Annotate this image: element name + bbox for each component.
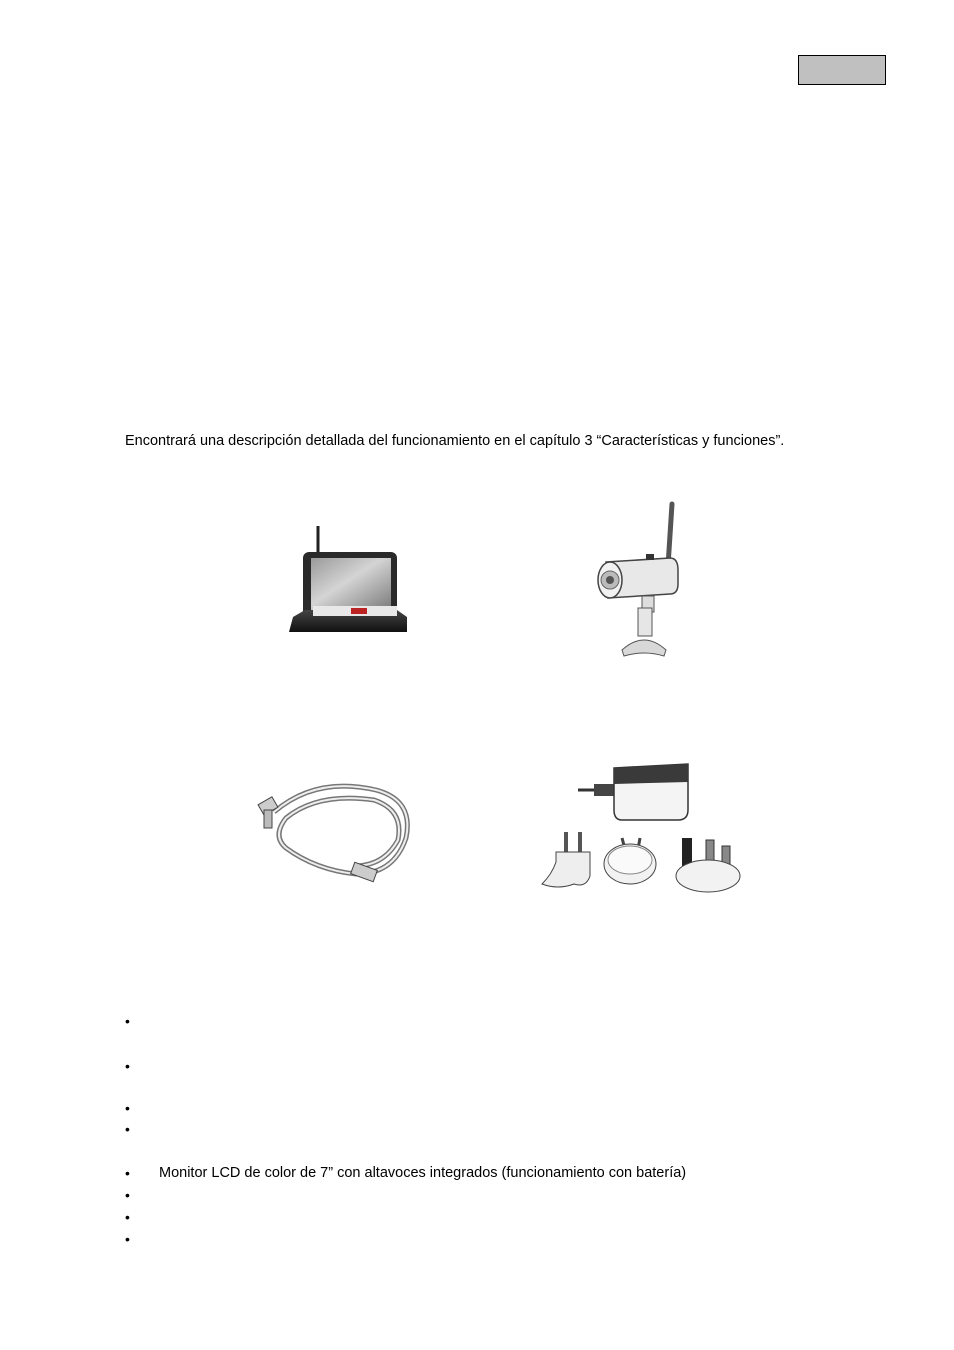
bullet-marker: • xyxy=(125,1100,130,1116)
feature-list xyxy=(125,0,885,1350)
bullet-marker: • xyxy=(125,1231,130,1247)
network-cable-icon xyxy=(256,778,416,890)
monitor-on-dock-icon xyxy=(285,522,407,636)
bullet-marker: • xyxy=(125,1165,130,1181)
list-item xyxy=(125,1186,865,1204)
intro-paragraph: Encontrará una descripción detallada del funcionamiento en el capítulo 3 “Características y funciones”. xyxy=(125,433,785,449)
list-item xyxy=(125,1208,865,1226)
bullet-marker: • xyxy=(125,1209,130,1225)
list-item xyxy=(125,1012,865,1030)
bullet-marker: • xyxy=(125,1058,130,1074)
wireless-camera-icon xyxy=(592,500,692,666)
list-item xyxy=(125,1230,865,1248)
power-adapter-with-plugs-icon xyxy=(538,752,746,894)
bullet-marker: • xyxy=(125,1187,130,1203)
list-item xyxy=(125,1120,865,1138)
bullet-marker: • xyxy=(125,1013,130,1029)
bullet-marker: • xyxy=(125,1121,130,1137)
list-item xyxy=(125,1099,865,1117)
language-box xyxy=(798,55,886,85)
list-item: • Monitor LCD de color de 7” con altavoces integrados (funcionamiento con batería) xyxy=(125,1165,687,1181)
list-item xyxy=(125,1057,865,1075)
